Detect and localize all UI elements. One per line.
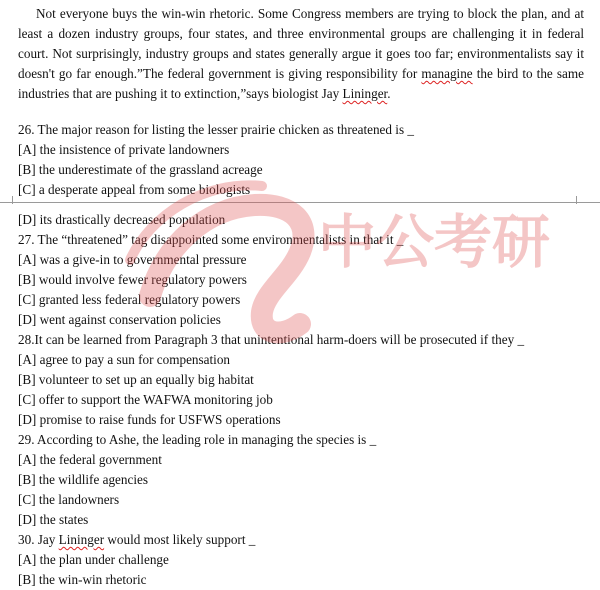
option-30-b: [B] the win-win rhetoric [18, 572, 147, 587]
option-28-a: [A] agree to pay a sun for compensation [18, 352, 231, 367]
option-28-b: [B] volunteer to set up an equally big habitat [18, 372, 254, 387]
page-break-line [0, 202, 600, 203]
misspelled-word: Lininger [342, 86, 388, 101]
page-corner-mark [576, 196, 585, 204]
option-26-b: [B] the underestimate of the grassland acreage [18, 162, 263, 177]
watermark-text: 中公考研 [318, 208, 551, 276]
question-stem-26: 26. The major reason for listing the lesser prairie chicken as threatened is _ [18, 122, 414, 137]
option-28-d: [D] promise to raise funds for USFWS operations [18, 412, 281, 427]
option-30-a: [A] the plan under challenge [18, 552, 169, 567]
question-stem-30 [18, 530, 255, 550]
question-stem-28: 28.It can be learned from Paragraph 3 that unintentional harm-doers will be prosecuted if they _ [18, 332, 525, 347]
option-26-c: [C] a desperate appeal from some biologists [18, 182, 251, 197]
option-26-a: [A] the insistence of private landowners [18, 142, 230, 157]
option-27-c: [C] granted less federal regulatory powers [18, 292, 241, 307]
option-29-d: [D] the states [18, 512, 89, 527]
option-29-a: [A] the federal government [18, 452, 162, 467]
page-corner-mark [4, 196, 13, 204]
option-27-d: [D] went against conservation policies [18, 312, 221, 327]
passage-sentence: . [387, 86, 391, 101]
stem-text: 30. Jay [18, 532, 59, 547]
question-stem-29: 29. According to Ashe, the leading role in managing the species is _ [18, 432, 377, 447]
stem-text: would most likely support _ [104, 532, 256, 547]
option-27-a: [A] was a give-in to governmental pressure [18, 252, 247, 267]
option-29-b: [B] the wildlife agencies [18, 472, 148, 487]
misspelled-word: Lininger [58, 532, 105, 547]
question-stem-27: 27. The “threatened” tag disappointed some environmentalists in that it _ [18, 232, 404, 247]
option-29-c: [C] the landowners [18, 492, 120, 507]
option-26-d: [D] its drastically decreased population [18, 212, 226, 227]
passage-text [18, 4, 584, 104]
passage-sentence: the bird to the same industries that are pushing it to extinction,”says biologist Jay [18, 66, 584, 101]
option-27-b: [B] would involve fewer regulatory powers [18, 272, 247, 287]
misspelled-word: managine [421, 66, 473, 81]
passage-sentence: Not everyone buys the win-win rhetoric. Some Congress members are trying to block the plan, and at least a dozen industry groups, four states, and three environmental groups are challenging it in federal court. Not surprisingly, industry groups and states generally argue it goes too far; environmentalists say it doesn't go far enough.”The federal government is giving responsibility for [18, 6, 584, 81]
option-28-c: [C] offer to support the WAFWA monitoring job [18, 392, 273, 407]
passage-paragraph [18, 4, 584, 104]
